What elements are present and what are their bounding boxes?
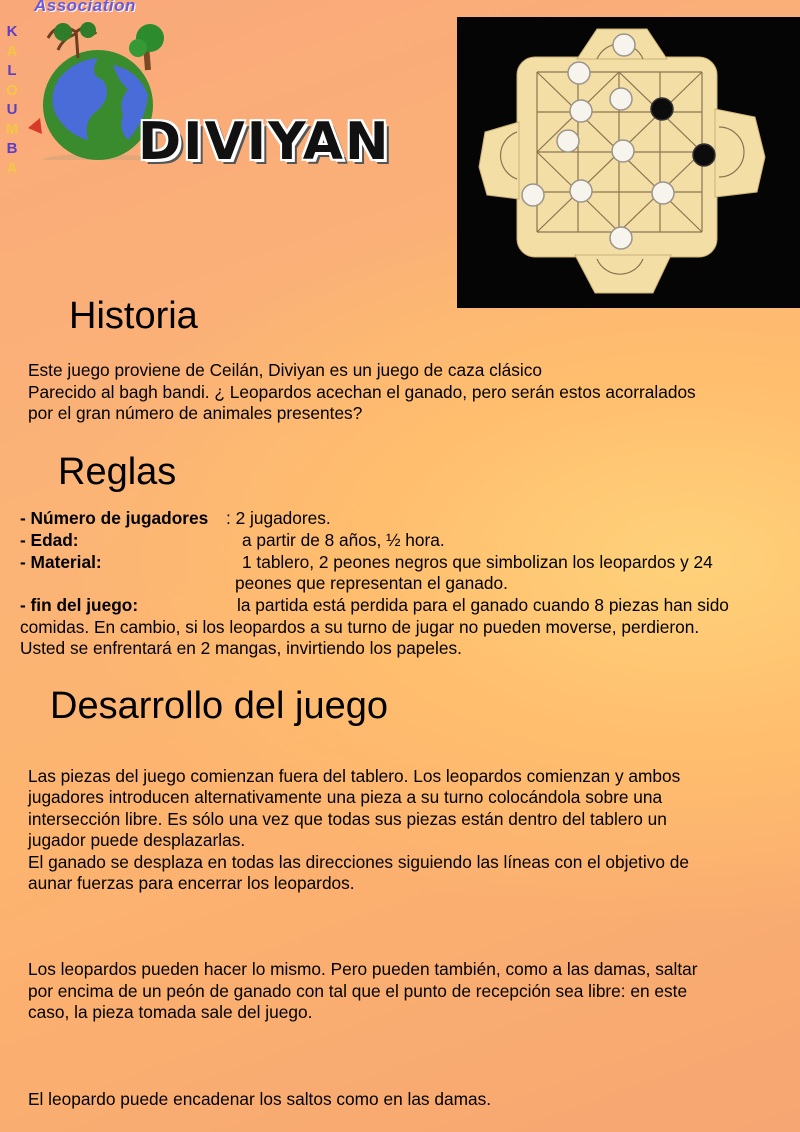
text-line: Usted se enfrentará en 2 mangas, invirtiendo los papeles. — [20, 638, 462, 659]
text-line: Parecido al bagh bandi. ¿ Leopardos acechan el ganado, pero serán estos acorralados — [28, 381, 696, 402]
logo-letter: A — [6, 159, 18, 177]
text-line: Los leopardos pueden hacer lo mismo. Pero pueden también, como a las damas, saltar — [28, 959, 698, 980]
rule-value: : 2 jugadores. — [226, 508, 331, 528]
text-line: por el gran número de animales presentes? — [28, 403, 363, 423]
logo-letter: L — [7, 62, 17, 79]
logo-association-text: Association — [34, 0, 136, 15]
text-line: aunar fuerzas para encerrar los leopardos. — [28, 873, 355, 894]
reglas-list — [20, 508, 800, 660]
reglas-continuation — [20, 617, 800, 660]
rule-label: - fin del juego: — [20, 595, 139, 616]
logo-letter: M — [5, 120, 19, 138]
game-title: DIVIYAN — [138, 112, 391, 172]
historia-paragraph — [28, 360, 788, 425]
rule-row — [20, 530, 800, 552]
rule-row — [20, 508, 800, 530]
text-line: Las piezas del juego comienzan fuera del tablero. Los leopardos comienzan y ambos — [28, 765, 681, 786]
text-line: comidas. En cambio, si los leopardos a su turno de jugar no pueden moverse, perdieron. — [20, 616, 700, 637]
section-heading-desarrollo: Desarrollo del juego — [50, 685, 388, 727]
rule-label: - Edad: — [20, 529, 79, 550]
logo-letter: O — [6, 81, 18, 99]
rule-row — [20, 573, 800, 595]
section-heading-reglas: Reglas — [58, 451, 177, 493]
text-line: jugador puede desplazarlas. — [28, 830, 246, 851]
text-line: jugadores introducen alternativamente una pieza a su turno colocándola sobre una — [28, 787, 663, 808]
text-line: El leopardo puede encadenar los saltos como en las damas. — [28, 1088, 492, 1109]
text-line: El ganado se desplaza en todas las direcciones siguiendo las líneas con el objetivo de — [28, 851, 689, 872]
rule-value: a partir de 8 años, ½ hora. — [242, 529, 445, 550]
rule-value: 1 tablero, 2 peones negros que simbolizan los leopardos y 24 — [242, 551, 713, 572]
logo-letter: K — [6, 23, 18, 40]
logo-letter: A — [6, 42, 18, 60]
rule-row — [20, 552, 800, 574]
rule-value: la partida está perdida para el ganado cuando 8 piezas han sido — [237, 595, 729, 616]
rule-value: peones que representan el ganado. — [235, 573, 508, 594]
diviyan-board-photo — [457, 17, 800, 308]
text-line: Este juego proviene de Ceilán, Diviyan es un juego de caza clásico — [28, 360, 542, 380]
text-line: por encima de un peón de ganado con tal que el punto de recepción sea libre: en este — [28, 980, 688, 1001]
logo-letter: B — [6, 140, 18, 157]
rule-label: - Número de jugadores — [20, 508, 209, 528]
text-line: intersección libre. Es sólo una vez que todas sus piezas están dentro del tablero un — [28, 808, 667, 829]
section-heading-historia: Historia — [69, 295, 198, 337]
rule-label: - Material: — [20, 551, 102, 572]
text-line: caso, la pieza tomada sale del juego. — [28, 1002, 313, 1023]
desarrollo-text — [28, 744, 793, 1132]
rule-row — [20, 595, 800, 617]
logo-letter: U — [6, 101, 18, 118]
